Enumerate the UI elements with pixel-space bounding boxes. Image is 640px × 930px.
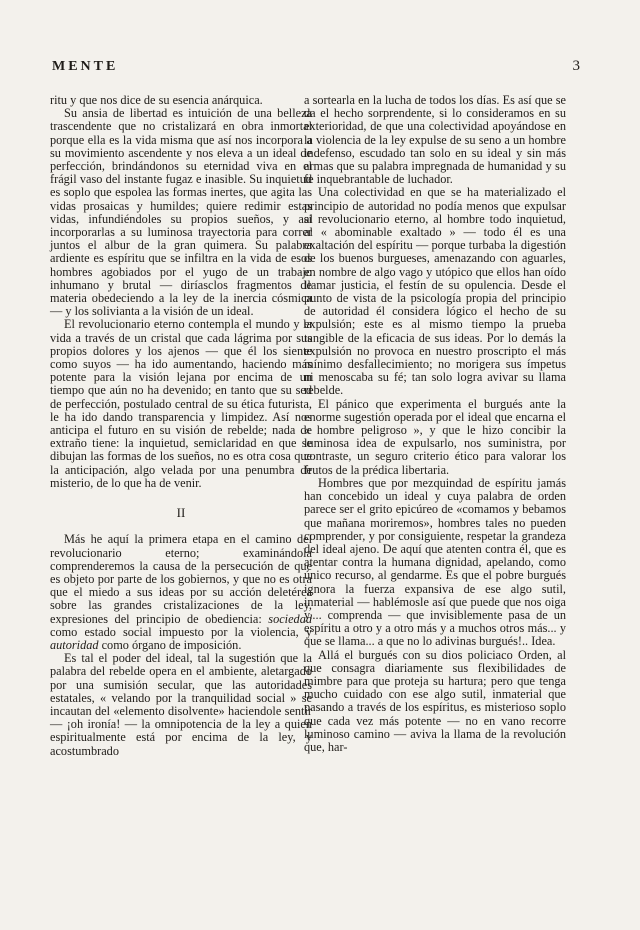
running-head: MENTE: [52, 59, 119, 74]
paragraph: Una colectividad en que se ha materializado el principio de autoridad no podía menos que expulsar al revolucionario eterno, al hombre todo inquietud, al « abominable exaltado » — todo él es una exaltación del espíritu — porque turbaba la digestión de los buenos burgueses, amenazando con aguarles, en nombre de algo vago y utópico que ellos han oído llamar justicia, el festín de su opulencia. Desde el punto de vista de la psicología propia del principio de autoridad él considera lógico el hecho de su expulsión; este es al mismo tiempo la prueba tangible de la eficacia de sus ideas. Por lo demás la expulsión no provoca en nuestro proscripto el más mínimo desfallecimiento; no morigera sus ímpetus ni menoscaba su fé; tan solo logra avivar su llama rebelde.: [304, 185, 566, 398]
right-column: [304, 94, 566, 754]
paragraph: El pánico que experimenta el burgués ante la enorme sugestión operada por el ideal que encarna el « hombre peligroso », y que le hizo concibir la luminosa idea de expulsarlo, nos suministra, por contraste, un seguro criterio ético para valorar los frutos de la prédica libertaria.: [304, 396, 566, 477]
left-column: [50, 94, 312, 758]
emphasis-text: autoridad: [50, 637, 99, 652]
paragraph: El revolucionario eterno contempla el mundo y la vida a través de un cristal que cada lágrima por sus propios dolores y los ajenos — que él los siente como suyos — ha ido aumentando, haciendo más potente para la visión lejana por encima de un tiempo que aún no ha devenido; en tanto que su sed de perfección, postulado central de su ética futurista, le ha ido dando transparencia y limpidez. Así nos anticipa el futuro en su visión de rebelde; nada de extraño tiene: la inquietud, semiclaridad en que se dibujan las formas de los sueños, no es otra cosa que la anticipación, algo velada por una penumbra de misterio, de lo que ha de venir.: [50, 317, 312, 490]
paragraph-text: Más he aquí la primera etapa en el camino del revolucionario eterno; examinándola comprenderemos la causa de la persecución de que es objeto por parte de los gobiernos, y que no es otra que el miedo a sus ideas por su acción deletérea sobre las grandes cristalizaciones de la ley, expresiones del principio de obediencia:: [50, 532, 312, 626]
page-number: 3: [572, 58, 580, 74]
paragraph: Hombres que por mezquindad de espíritu jamás han concebido un ideal y cuya palabra de orden parece ser el grito epicúreo de «comamos y bebamos que mañana moriremos», hombres tales no pueden comprender, y por consiguiente, respetar la grandeza del ideal ajeno. De aquí que atenten contra él, que es atentar contra la humana dignidad, apelando, como único recurso, al gendarme. Es que el pobre burgués ignora la fuerza expansiva de ese algo sutil, inmaterial — hablémosle así que puede que nos oiga y.... comprenda — que invisiblemente pasa de un espíritu a otro y a otro más y a muchos otros más... y que se llama... a que no lo adivinas burgués!.. Idea.: [304, 475, 566, 649]
paragraph: a sortearla en la lucha de todos los días. Es así que se da el hecho sorprendente, si lo consideramos en su exterioridad, de que una colectividad apoyándose en la violencia de la ley expulse de su seno a un hombre indefenso, escudado tan solo en su ideal y sin más armas que su palabra impregnada de humanidad y su fe inquebrantable de luchador.: [304, 93, 566, 187]
section-heading: II: [176, 505, 186, 521]
emphasis-text: sociedad: [268, 611, 312, 626]
paragraph: Allá el burgués con su dios policiaco Orden, al que consagra diariamente sus flexibilidades de mimbre para que proteja su hartura; pero que tenga mucho cuidado con ese algo sutil, inmaterial que pasando a través de los espíritus, es misterioso soplo que cada vez más potente — no en vano recorre luminoso camino — aviva la llama de la revolución que, har-: [304, 647, 566, 754]
paragraph: Su ansia de libertad es intuición de una belleza trascendente que no cristalizará en obra inmortal porque ella es la vida misma que así nos incorpora a su movimiento ascendente y nos eleva a un ideal de perfección, brindándonos su eternidad viva en el frágil vaso del instante fugaz e inasible. Su inquietud es soplo que espolea las formas inertes, que agita las vidas prosaicas y humildes; quiere redimir estas vidas, infundiéndoles su propios sueños, y así incorporarlas a su luminosa trayectoria para correr juntos el albur de la gran quimera. Su palabra ardiente es espíritu que se infiltra en la vida de esos hombres agobiados por el yugo de un trabajo inhumano y brutal — diríasclos fragmentos de materia obedeciendo a la ley de la inercia cósmica — y los solivianta a la visión de un ideal.: [50, 106, 312, 319]
paragraph: Es tal el poder del ideal, tal la sugestión que la palabra del rebelde opera en el ambiente, aletargado por una sumisión secular, que las autoridades estatales, « velando por la tranquilidad social » se incautan del «elemento disolvente» haciendole sentir — ¡oh ironía! — la omnipotencia de la ley a quien espiritualmente está por encima de la ley, y acostumbrado: [50, 651, 312, 758]
paragraph: ritu y que nos dice de su esencia anárquica.: [50, 93, 263, 107]
paragraph-text: como órgano de imposición.: [101, 637, 242, 652]
page-header: [52, 58, 580, 75]
paragraph-text: como estado social impuesto por la violencia, y: [50, 624, 312, 639]
paragraph: [50, 533, 312, 652]
